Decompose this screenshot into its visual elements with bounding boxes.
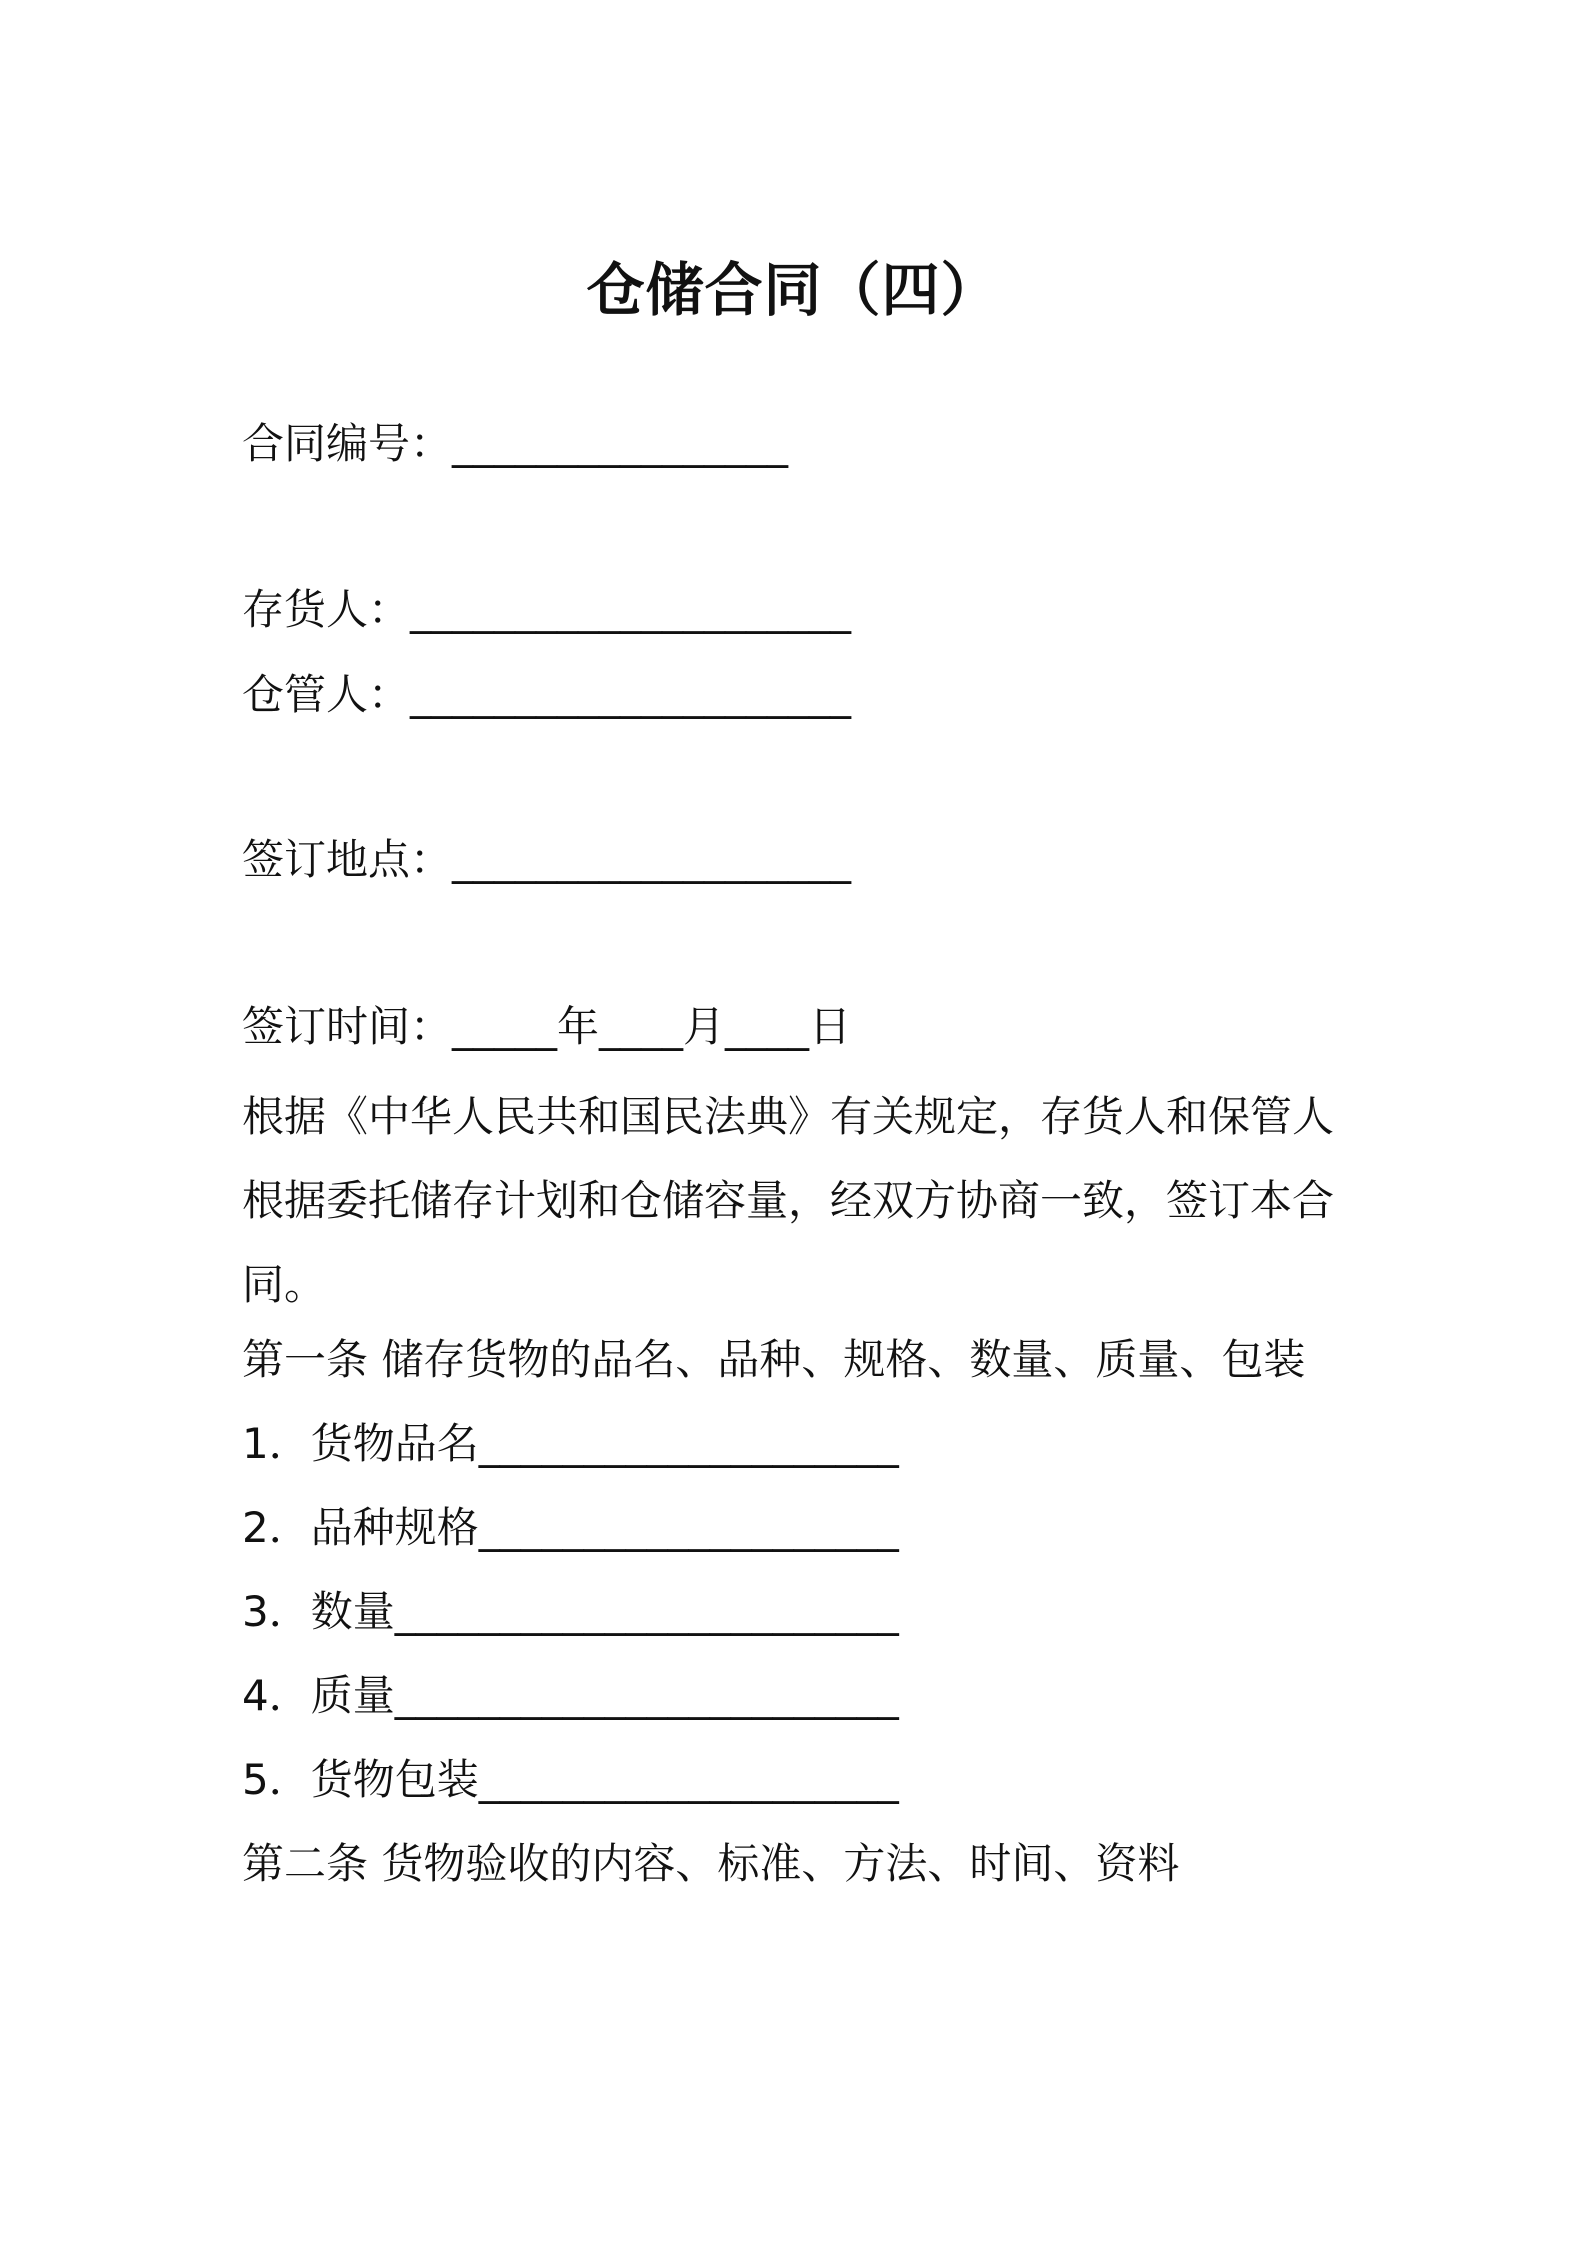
intro-paragraph: 根据《中华人民共和国民法典》有关规定，存货人和保管人根据委托储存计划和仓储容量，经双方协商一致，签订本合同。 — [242, 1092, 1335, 1309]
warehouse-keeper-line: 仓管人：_____________________ — [242, 670, 852, 719]
contract-number-line: 合同编号：________________ — [242, 419, 789, 468]
list-item-goods-name: 1．货物品名____________________ — [242, 1419, 899, 1468]
list-item-packaging: 5．货物包装____________________ — [242, 1755, 899, 1804]
document-title: 仓储合同（四） — [586, 256, 1000, 324]
list-item-variety-spec: 2．品种规格____________________ — [242, 1503, 899, 1552]
depositor-line: 存货人：_____________________ — [242, 585, 852, 634]
article-2-heading: 第二条 货物验收的内容、标准、方法、时间、资料 — [242, 1839, 1180, 1888]
article-1-heading: 第一条 储存货物的品名、品种、规格、数量、质量、包装 — [242, 1335, 1306, 1384]
signing-place-line: 签订地点：___________________ — [242, 835, 852, 884]
signing-time-line: 签订时间：_____年____月____日 — [242, 1002, 852, 1051]
list-item-quantity: 3．数量________________________ — [242, 1587, 899, 1636]
list-item-quality: 4．质量________________________ — [242, 1671, 899, 1720]
